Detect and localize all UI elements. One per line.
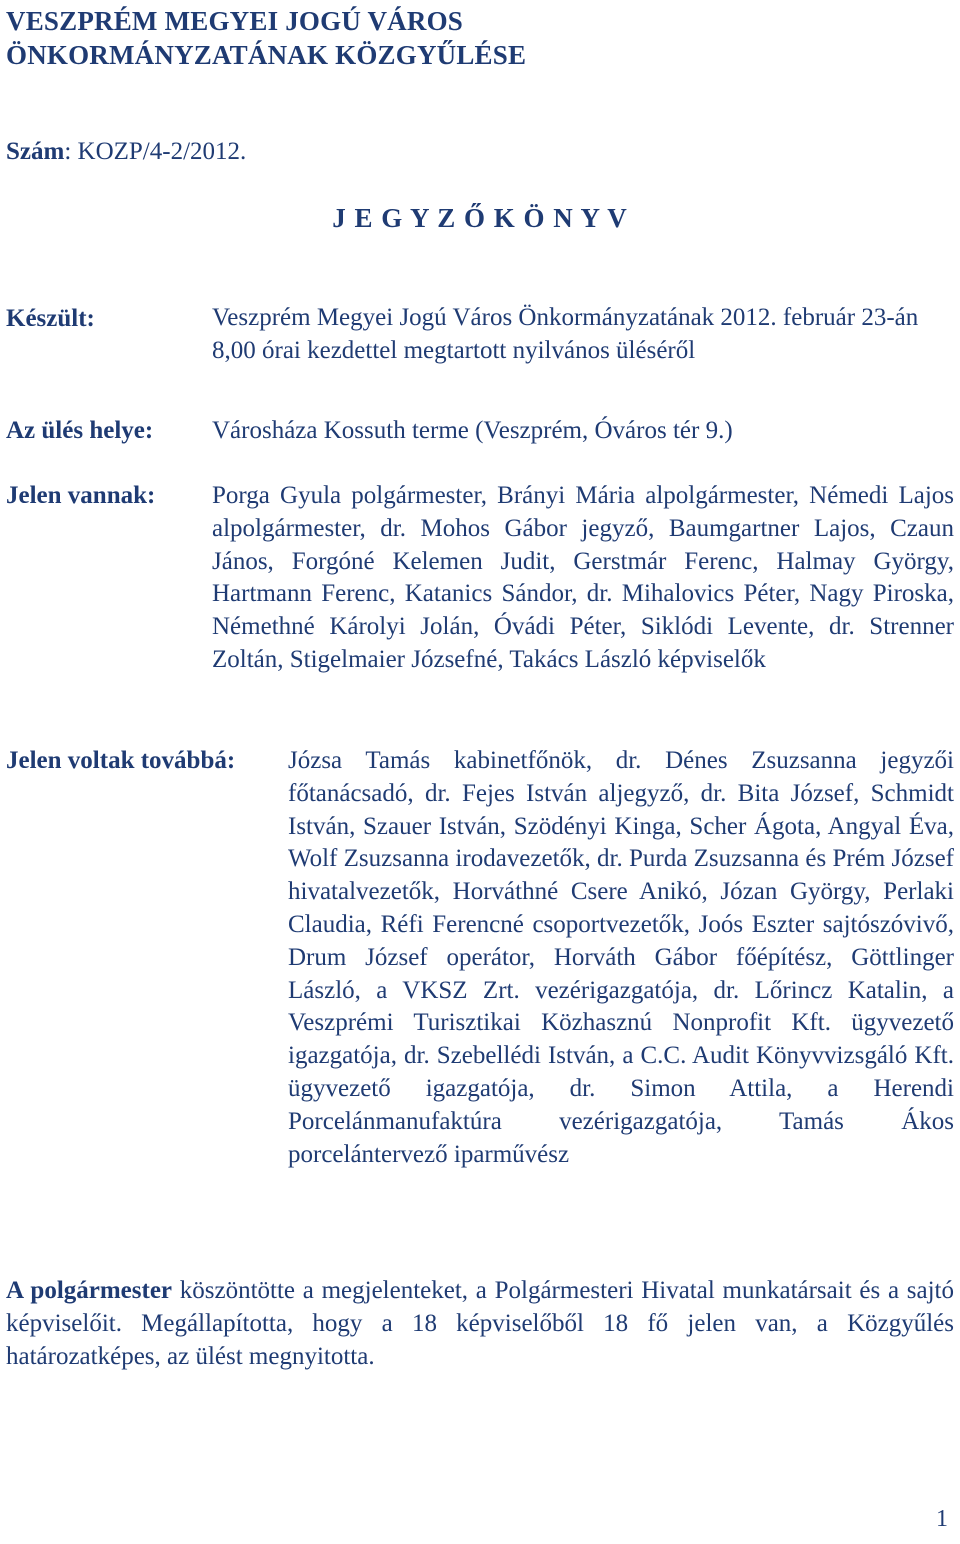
page-number: 1 bbox=[936, 1506, 948, 1532]
keszult-label: Készült: bbox=[6, 305, 95, 332]
document-number bbox=[6, 136, 246, 168]
opening-paragraph bbox=[6, 1274, 954, 1373]
heading-line-1: VESZPRÉM MEGYEI JOGÚ VÁROS bbox=[6, 6, 464, 36]
attendees-label: Jelen vannak: bbox=[6, 482, 156, 509]
heading-line-2: ÖNKORMÁNYZATÁNAK KÖZGYŰLÉSE bbox=[6, 40, 527, 70]
opening-paragraph-lead: A polgármester bbox=[6, 1277, 173, 1304]
location-label: Az ülés helye: bbox=[6, 417, 154, 444]
also-present-label: Jelen voltak továbbá: bbox=[6, 747, 236, 774]
document-number-label: Szám bbox=[6, 138, 65, 165]
location-value: Városháza Kossuth terme (Veszprém, Óváros tér 9.) bbox=[212, 417, 733, 444]
opening-paragraph-text: köszöntötte a megjelenteket, a Polgármesteri Hivatal munkatársait és a sajtó képviselőit. Megállapította, hogy a 18 képviselőből 18 fő jelen van, a Közgyűlés határozatképes, az ülést megnyitotta. bbox=[6, 1277, 954, 1370]
document-number-value: : KOZP/4-2/2012. bbox=[64, 138, 247, 165]
council-heading bbox=[6, 4, 526, 72]
also-present-value: Józsa Tamás kabinetfőnök, dr. Dénes Zsuzsanna jegyzői főtanácsadó, dr. Fejes István aljegyző, dr. Bita József, Schmidt István, Szauer István, Szödényi Kinga, Scher Ágota, Angyal Éva, Wolf Zsuzsanna irodavezetők, dr. Purda Zsuzsanna és Prém József hivatalvezetők, Horváthné Csere Anikó, Józan György, Perlaki Claudia, Réfi Ferencné csoportvezetők, Joós Eszter sajtószóvivő, Drum József operátor, Horváth Gábor főépítész, Göttlinger László, a VKSZ Zrt. vezérigazgatója, dr. Lőrincz Katalin, a Veszprémi Turisztikai Közhasznú Nonprofit Kft. ügyvezető igazgatója, dr. Szebellédi István, a C.C. Audit Könyvvizsgáló Kft. ügyvezető igazgatója, dr. Simon Attila, a Herendi Porcelánmanufaktúra vezérigazgatója, Tamás Ákos porcelántervező iparművész bbox=[288, 747, 954, 1168]
document-title: J E G Y Z Ő K Ö N Y V bbox=[332, 203, 628, 233]
keszult-value: Veszprém Megyei Jogú Város Önkormányzatának 2012. február 23-án 8,00 órai kezdettel megtartott nyilvános üléséről bbox=[212, 304, 919, 364]
attendees-value: Porga Gyula polgármester, Brányi Mária alpolgármester, Némedi Lajos alpolgármester, dr. Mohos Gábor jegyző, Baumgartner Lajos, Czaun János, Forgóné Kelemen Judit, Gerstmár Ferenc, Halmay György, Hartmann Ferenc, Katanics Sándor, dr. Mihalovics Péter, Nagy Piroska, Némethné Károlyi Jolán, Óvádi Péter, Siklódi Levente, dr. Strenner Zoltán, Stigelmaier Józsefné, Takács László képviselők bbox=[212, 482, 954, 673]
